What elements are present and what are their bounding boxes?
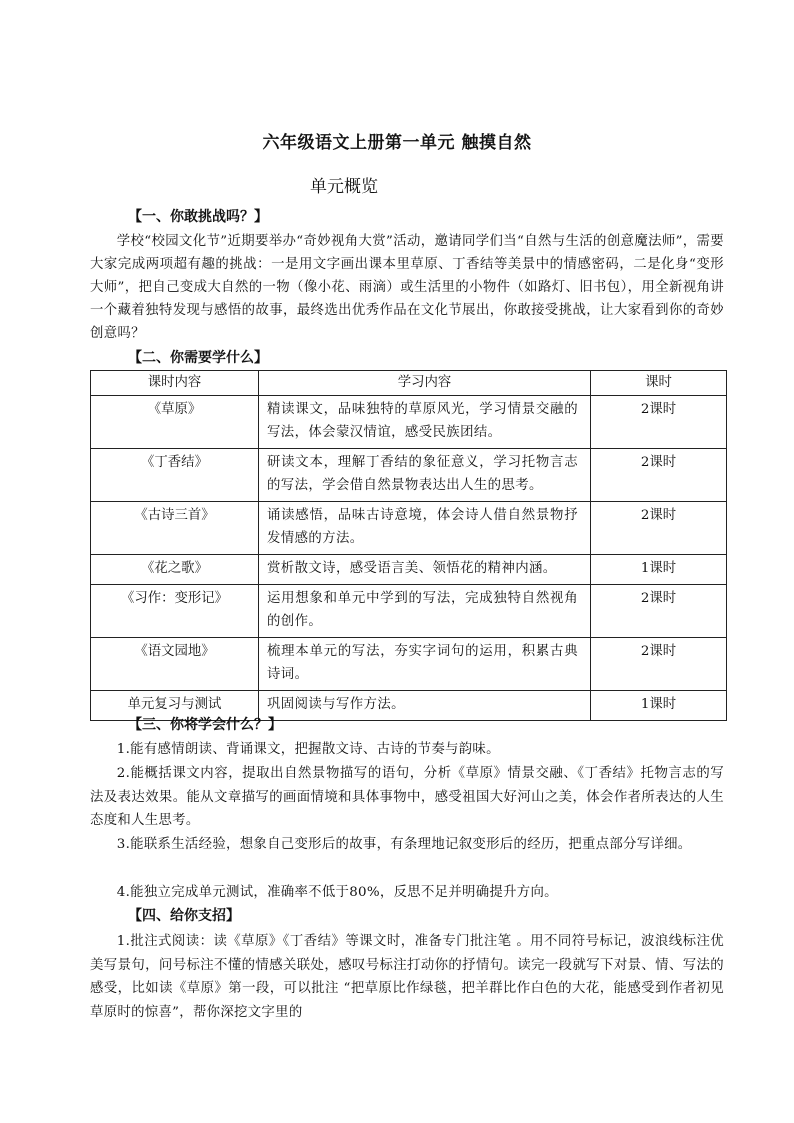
outcome-item-2: 2.能概括课文内容，提取出自然景物描写的语句，分析《草原》情景交融、《丁香结》托物言志的写法及表达效果。能从文章描写的画面情境和具体事物中，感受祖国大好河山之美，体会作者所表达的人生态度和人生思考。	[90, 766, 724, 828]
header-lesson: 课时内容	[91, 371, 259, 396]
section-heading-learn: 【二、你需要学什么】	[128, 350, 268, 366]
content-cell: 精读课文，品味独特的草原风光，学习情景交融的写法，体会蒙汉情谊，感受民族团结。	[259, 396, 591, 449]
hours-cell: 2课时	[591, 585, 727, 638]
table-row	[91, 638, 727, 691]
content-cell: 赏析散文诗，感受语言美、领悟花的精神内涵。	[259, 555, 591, 585]
challenge-paragraph: 学校“校园文化节”近期要举办“奇妙视角大赏”活动，邀请同学们当“自然与生活的创意魔法师”，需要大家完成两项超有趣的挑战：一是用文字画出课本里草原、丁香结等美景中的情感密码，二是化身“变形大师”，把自己变成大自然的一物（像小花、雨滴）或生活里的小物件（如路灯、旧书包），用全新视角讲一个藏着独特发现与感悟的故事，最终选出优秀作品在文化节展出，你敢接受挑战，让大家看到你的奇妙创意吗？	[90, 234, 724, 341]
section-heading-tips: 【四、给你支招】	[128, 908, 240, 924]
hours-cell: 1课时	[591, 555, 727, 585]
lesson-cell: 《草原》	[91, 396, 259, 449]
hours-cell: 2课时	[591, 638, 727, 691]
content-cell: 梳理本单元的写法，夯实字词句的运用，积累古典诗词。	[259, 638, 591, 691]
lesson-cell: 《花之歌》	[91, 555, 259, 585]
outcome-item-1: 1.能有感情朗读、背诵课文，把握散文诗、古诗的节奏与韵味。	[116, 742, 500, 757]
table-row	[91, 585, 727, 638]
lesson-cell: 《古诗三首》	[91, 502, 259, 555]
lesson-cell: 《习作：变形记》	[91, 585, 259, 638]
lesson-cell: 《语文园地》	[91, 638, 259, 691]
table-row	[91, 449, 727, 502]
lesson-plan-table	[90, 370, 727, 721]
hours-cell: 2课时	[591, 449, 727, 502]
hours-cell: 1课时	[591, 691, 727, 721]
document-title: 六年级语文上册第一单元 触摸自然	[262, 133, 532, 153]
table-row	[91, 502, 727, 555]
table-row	[91, 396, 727, 449]
document-subtitle: 单元概览	[310, 177, 378, 197]
tips-paragraph: 1.批注式阅读：读《草原》《丁香结》等课文时，准备专门批注笔 。用不同符号标记，波浪线标注优美写景句，问号标注不懂的情感关联处，感叹号标注打动你的抒情句。读完一段就写下对景、情、写法的感受，比如读《草原》第一段，可以批注 “把草原比作绿毯，把羊群比作白色的大花，能感受到作者初见草原时的惊喜”，帮你深挖文字里的	[90, 934, 724, 1020]
content-cell: 诵读感悟，品味古诗意境，体会诗人借自然景物抒发情感的方法。	[259, 502, 591, 555]
section-heading-challenge: 【一、你敢挑战吗？】	[128, 209, 268, 225]
table-row	[91, 555, 727, 585]
hours-cell: 2课时	[591, 396, 727, 449]
lesson-cell: 单元复习与测试	[91, 691, 259, 721]
content-cell: 研读文本，理解丁香结的象征意义，学习托物言志的写法，学会借自然景物表达出人生的思考。	[259, 449, 591, 502]
section-heading-outcomes: 【三、你将学会什么？】	[128, 717, 282, 733]
content-cell: 运用想象和单元中学到的写法，完成独特自然视角的创作。	[259, 585, 591, 638]
content-cell: 巩固阅读与写作方法。	[259, 691, 591, 721]
lesson-cell: 《丁香结》	[91, 449, 259, 502]
outcome-item-3: 3.能联系生活经验，想象自己变形后的故事，有条理地记叙变形后的经历，把重点部分写详细。	[116, 837, 692, 852]
header-hours: 课时	[591, 371, 727, 396]
table-header-row	[91, 371, 727, 396]
outcome-item-4: 4.能独立完成单元测试，准确率不低于80%，反思不足并明确提升方向。	[116, 885, 558, 900]
header-content: 学习内容	[259, 371, 591, 396]
hours-cell: 2课时	[591, 502, 727, 555]
